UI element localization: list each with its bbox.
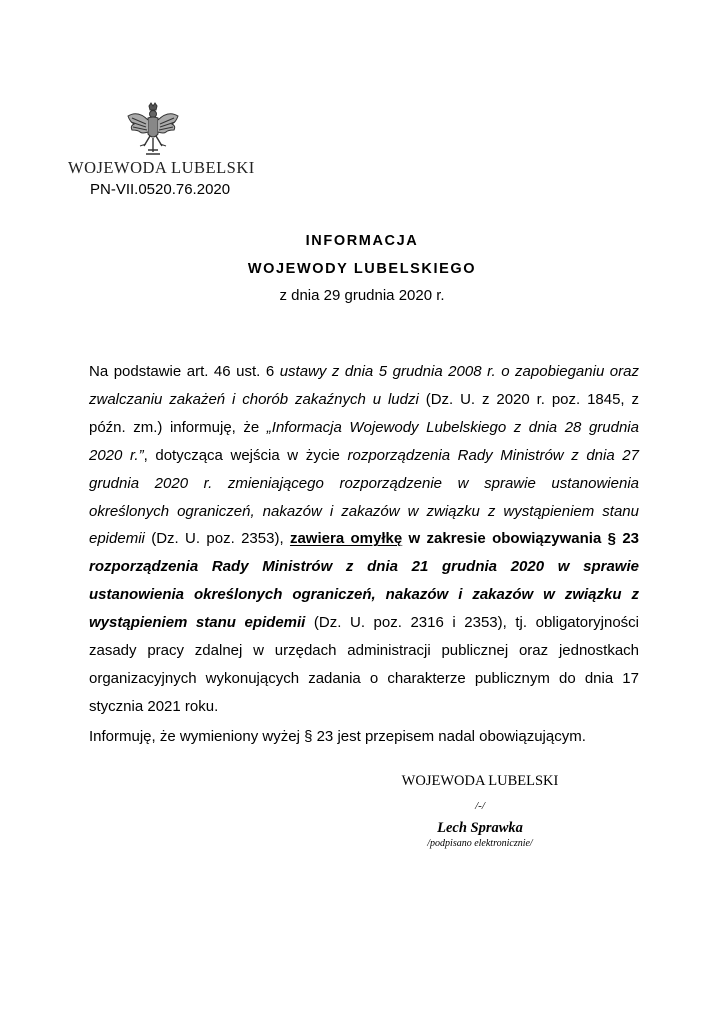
information-citation: „Informacja Wojewody Lubelskiego z dnia 28 grudnia 2020 r.” [89, 418, 639, 464]
body-paragraph [89, 358, 639, 721]
regulation-citation: rozporządzenia Rady Ministrów z dnia 27 grudnia 2020 r. zmieniającego rozporządzenie w sprawie ustanowienia określonych ograniczeń, nakazów i zakazów w związku z wystąpieniem stanu epidemii [89, 446, 639, 548]
closing-statement: Informuję, że wymieniony wyżej § 23 jest przepisem nadal obowiązującym. [89, 728, 586, 745]
polish-eagle-emblem-icon [124, 102, 182, 158]
regulation-title: rozporządzenia Rady Ministrów z dnia 21 grudnia 2020 w sprawie ustanowienia określonych ograniczeń, nakazów i zakazów w związku z wystąpieniem stanu epidemii [89, 558, 639, 632]
act-citation: ustawy z dnia 5 grudnia 2008 r. o zapobieganiu oraz zwalczaniu zakażeń i chorób zakaźnych u ludzi [89, 363, 639, 408]
office-name: WOJEWODA LUBELSKI [68, 158, 255, 177]
document-title: INFORMACJA [305, 233, 419, 249]
signature-note: /podpisano elektronicznie/ [427, 838, 533, 849]
scope-statement: w zakresie obowiązywania § 23 [402, 530, 640, 548]
signatory-name: Lech Sprawka [437, 820, 523, 836]
body-text-segment: , dotycząca wejścia w życie [143, 446, 348, 464]
body-text-segment: (Dz. U. z 2020 r. poz. 1845, z późn. zm.) informuję, że [89, 390, 639, 436]
signature-mark: /-/ [475, 800, 485, 812]
body-text-segment: (Dz. U. poz. 2316 i 2353), tj. obligatoryjności zasady pracy zdalnej w urzędach administracji publicznej oraz jednostkach organizacyjnych wykonujących zadania o charakterze publicznym do dnia 17 stycznia 2021 roku. [89, 614, 639, 715]
document-subtitle: WOJEWODY LUBELSKIEGO [247, 261, 477, 277]
reference-number: PN-VII.0520.76.2020 [90, 181, 231, 198]
body-text-segment: Na podstawie art. 46 ust. 6 [89, 363, 280, 380]
body-text-segment: (Dz. U. poz. 2353), [144, 530, 290, 548]
error-statement: zawiera omyłkę [289, 530, 403, 548]
document-date: z dnia 29 grudnia 2020 r. [279, 287, 445, 304]
signature-office: WOJEWODA LUBELSKI [401, 773, 559, 789]
